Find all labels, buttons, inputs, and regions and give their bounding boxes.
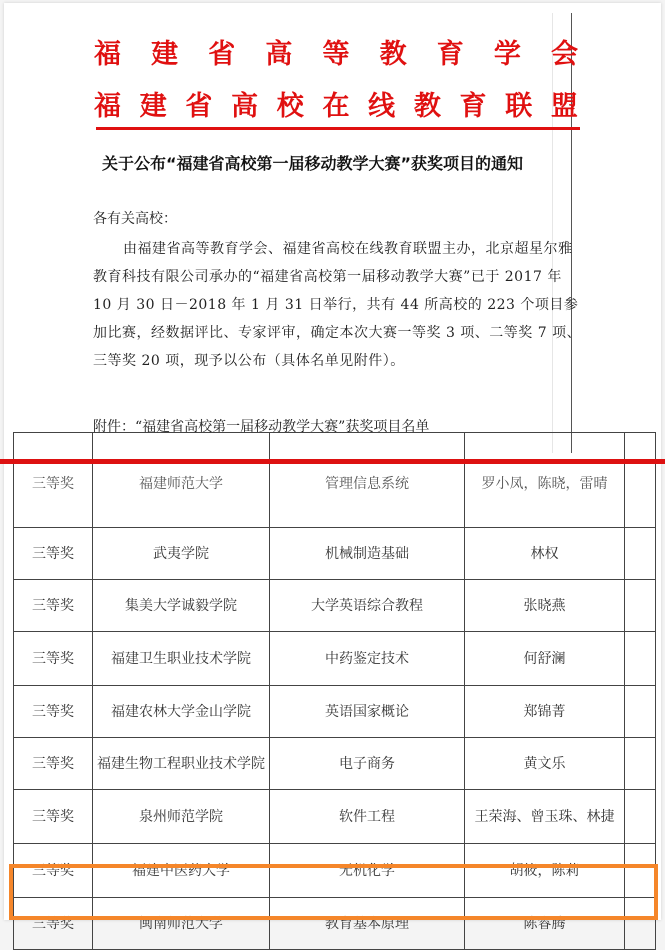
table-row — [14, 580, 656, 632]
notice-paragraph: 由福建省高等教育学会、福建省高校在线教育联盟主办，北京超星尔雅教育科技有限公司承办的“福建省高校第一届移动教学大赛”已于 2017 年 10 月 30 日－2018 年 1 月 31 日举行，共有 44 所高校的 223 个项目参加比赛，经数据评比、专家评审，确定本次大赛一等奖 3 项、二等奖 7 项、三等奖 20 项，现予以公布（具体名单见附件）。 — [93, 241, 582, 369]
names-cell: 胡筱，陈莉 — [465, 844, 625, 898]
table-row — [14, 790, 656, 844]
award-cell: 三等奖 — [14, 790, 93, 844]
school-cell: 闽南师范大学 — [93, 898, 270, 950]
notice-title: 关于公布“福建省高校第一届移动教学大赛”获奖项目的通知 — [102, 154, 524, 173]
course-cell: 机械制造基础 — [270, 528, 465, 580]
school-cell: 泉州师范学院 — [93, 790, 270, 844]
table-row — [14, 632, 656, 686]
names-cell: 罗小凤，陈晓，雷晴 — [465, 433, 625, 528]
course-cell: 大学英语综合教程 — [270, 580, 465, 632]
table-row — [14, 844, 656, 898]
school-cell: 福建农林大学金山学院 — [93, 686, 270, 738]
course-cell: 管理信息系统 — [270, 433, 465, 528]
award-cell: 三等奖 — [14, 580, 93, 632]
school-cell: 福建师范大学 — [93, 433, 270, 528]
school-cell: 武夷学院 — [93, 528, 270, 580]
school-cell: 福建卫生职业技术学院 — [93, 632, 270, 686]
award-cell: 三等奖 — [14, 686, 93, 738]
course-cell: 教育基本原理 — [270, 898, 465, 950]
course-cell: 无机化学 — [270, 844, 465, 898]
table-row — [14, 738, 656, 790]
table-row — [14, 686, 656, 738]
course-cell: 英语国家概论 — [270, 686, 465, 738]
extra-cell — [625, 528, 656, 580]
award-cell: 三等奖 — [14, 898, 93, 950]
letterhead-org-1: 福 建 省 高 等 教 育 学 会 — [94, 39, 578, 70]
table-row-highlighted — [14, 898, 656, 950]
award-cell: 三等奖 — [14, 738, 93, 790]
names-cell: 林权 — [465, 528, 625, 580]
table-row — [14, 433, 656, 528]
course-cell: 软件工程 — [270, 790, 465, 844]
names-cell: 张晓燕 — [465, 580, 625, 632]
school-cell: 集美大学诚毅学院 — [93, 580, 270, 632]
award-list-document — [4, 462, 661, 932]
page-fold-line — [552, 13, 553, 453]
extra-cell — [625, 790, 656, 844]
extra-cell — [625, 433, 656, 528]
awards-table — [13, 432, 656, 950]
extra-cell — [625, 580, 656, 632]
page-edge-line — [571, 13, 572, 453]
school-cell: 福建中医药大学 — [93, 844, 270, 898]
school-cell: 福建生物工程职业技术学院 — [93, 738, 270, 790]
extra-cell — [625, 844, 656, 898]
names-cell: 何舒澜 — [465, 632, 625, 686]
letterhead-org-2: 福 建 省 高 校 在 线 教 育 联 盟 — [94, 91, 578, 122]
names-cell: 陈睿腾 — [465, 898, 625, 950]
names-cell: 王荣海、曾玉珠、林捷 — [465, 790, 625, 844]
award-cell: 三等奖 — [14, 632, 93, 686]
extra-cell — [625, 686, 656, 738]
attachment-line: 附件：“福建省高校第一届移动教学大赛”获奖项目名单 — [93, 419, 430, 435]
course-cell: 电子商务 — [270, 738, 465, 790]
letterhead-rule — [96, 127, 580, 130]
names-cell: 黄文乐 — [465, 738, 625, 790]
notice-document — [4, 3, 661, 461]
award-cell: 三等奖 — [14, 528, 93, 580]
table-row — [14, 528, 656, 580]
course-cell: 中药鉴定技术 — [270, 632, 465, 686]
award-cell: 三等奖 — [14, 433, 93, 528]
extra-cell — [625, 738, 656, 790]
names-cell: 郑锦菁 — [465, 686, 625, 738]
red-divider — [0, 459, 665, 464]
extra-cell — [625, 632, 656, 686]
salutation: 各有关高校： — [93, 211, 177, 227]
extra-cell — [625, 898, 656, 950]
award-cell: 三等奖 — [14, 844, 93, 898]
